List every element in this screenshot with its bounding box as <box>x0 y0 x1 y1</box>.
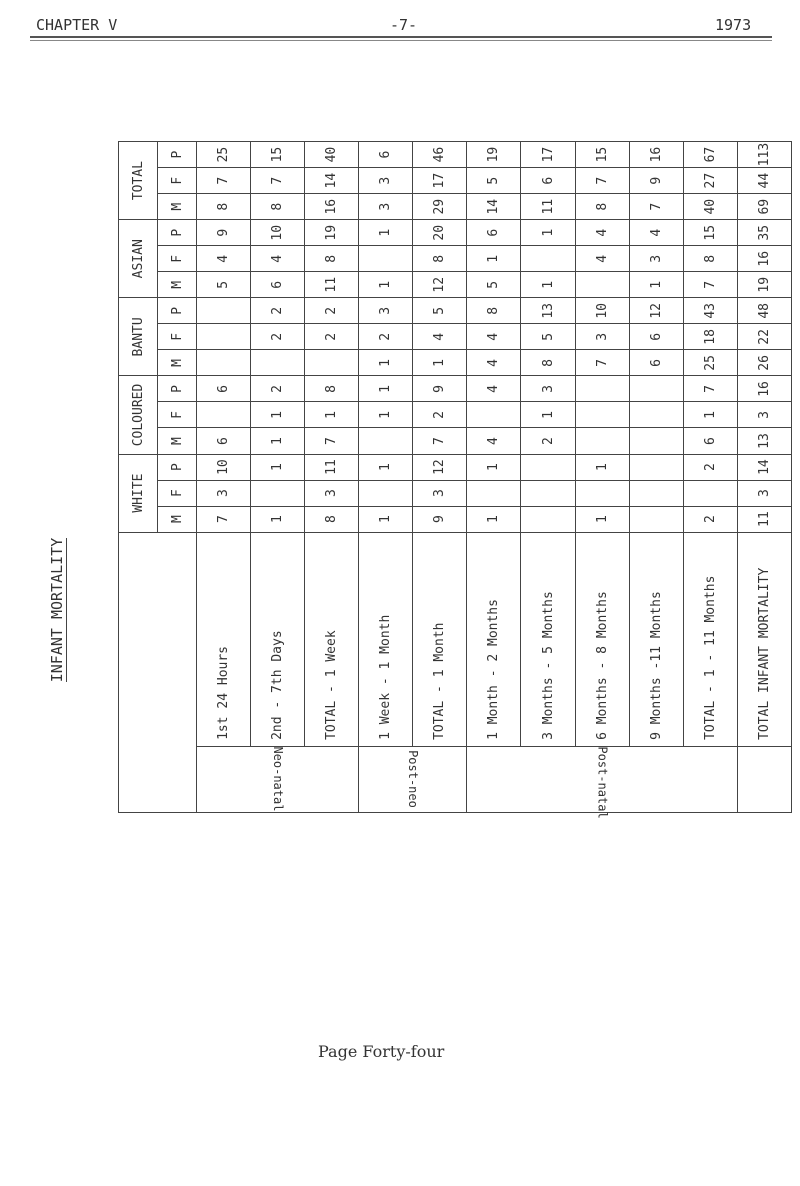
value-cell: 1 <box>251 454 305 480</box>
row-label: TOTAL - 1 - 11 Months <box>683 532 737 746</box>
value-cell: 8 <box>305 246 359 272</box>
row-label: 1 Week - 1 Month <box>359 532 413 746</box>
value-cell <box>359 480 413 506</box>
value-cell: 5 <box>521 324 575 350</box>
subcol-header: F <box>158 324 197 350</box>
value-cell <box>305 350 359 376</box>
value-cell: 43 <box>683 298 737 324</box>
value-cell: 11 <box>521 194 575 220</box>
table-row <box>737 142 791 813</box>
value-cell <box>629 402 683 428</box>
subcol-header: F <box>158 168 197 194</box>
value-cell: 4 <box>467 428 521 454</box>
value-cell <box>197 298 251 324</box>
value-cell: 6 <box>629 324 683 350</box>
value-cell: 1 <box>467 246 521 272</box>
group-header: BANTU <box>119 298 158 376</box>
value-cell: 1 <box>251 428 305 454</box>
value-cell: 8 <box>467 298 521 324</box>
section-label <box>737 746 791 812</box>
year-label: 1973 <box>715 16 752 34</box>
value-cell: 1 <box>251 402 305 428</box>
value-cell: 1 <box>413 350 467 376</box>
value-cell: 6 <box>359 142 413 168</box>
value-cell: 40 <box>305 142 359 168</box>
value-cell: 6 <box>521 168 575 194</box>
value-cell <box>683 480 737 506</box>
value-cell: 6 <box>197 376 251 402</box>
row-label: 1st 24 Hours <box>197 532 251 746</box>
value-cell <box>575 480 629 506</box>
value-cell: 29 <box>413 194 467 220</box>
value-cell: 16 <box>737 376 791 402</box>
value-cell: 2 <box>521 428 575 454</box>
value-cell: 19 <box>737 272 791 298</box>
value-cell: 7 <box>683 376 737 402</box>
value-cell: 3 <box>197 480 251 506</box>
subcol-header: M <box>158 428 197 454</box>
value-cell <box>575 272 629 298</box>
value-cell: 1 <box>359 376 413 402</box>
value-cell: 3 <box>359 168 413 194</box>
value-cell: 19 <box>467 142 521 168</box>
value-cell: 7 <box>413 428 467 454</box>
table-row <box>683 142 737 813</box>
value-cell: 5 <box>467 272 521 298</box>
row-label: 9 Months -11 Months <box>629 532 683 746</box>
value-cell <box>359 428 413 454</box>
table-row <box>305 142 359 813</box>
row-label: 2nd - 7th Days <box>251 532 305 746</box>
section-label: Post-natal <box>467 746 737 812</box>
value-cell: 8 <box>251 194 305 220</box>
value-cell: 4 <box>467 376 521 402</box>
value-cell: 27 <box>683 168 737 194</box>
value-cell <box>251 480 305 506</box>
value-cell: 1 <box>629 272 683 298</box>
value-cell <box>197 402 251 428</box>
section-label: Neo-natal <box>197 746 359 812</box>
value-cell: 5 <box>467 168 521 194</box>
value-cell: 69 <box>737 194 791 220</box>
subcol-header: P <box>158 454 197 480</box>
section-label: Post-neo <box>359 746 467 812</box>
value-cell: 22 <box>737 324 791 350</box>
rotated-table-wrapper <box>118 141 792 820</box>
group-header: WHITE <box>119 454 158 532</box>
value-cell: 1 <box>521 402 575 428</box>
table-row <box>197 142 251 813</box>
value-cell: 2 <box>251 324 305 350</box>
value-cell: 1 <box>575 454 629 480</box>
value-cell: 1 <box>305 402 359 428</box>
value-cell: 113 <box>737 142 791 168</box>
value-cell: 10 <box>197 454 251 480</box>
value-cell: 2 <box>305 324 359 350</box>
value-cell: 6 <box>629 350 683 376</box>
subcol-header: F <box>158 480 197 506</box>
value-cell: 26 <box>737 350 791 376</box>
value-cell: 9 <box>413 376 467 402</box>
value-cell: 5 <box>413 298 467 324</box>
value-cell: 3 <box>413 480 467 506</box>
value-cell: 4 <box>197 246 251 272</box>
table-corner <box>119 532 197 812</box>
value-cell: 3 <box>521 376 575 402</box>
value-cell: 4 <box>575 246 629 272</box>
value-cell: 3 <box>305 480 359 506</box>
value-cell: 3 <box>359 298 413 324</box>
value-cell: 7 <box>197 168 251 194</box>
value-cell: 1 <box>359 220 413 246</box>
header-rule <box>30 36 772 38</box>
value-cell: 3 <box>359 194 413 220</box>
value-cell: 46 <box>413 142 467 168</box>
subcol-header: M <box>158 350 197 376</box>
value-cell: 7 <box>575 350 629 376</box>
value-cell: 1 <box>359 402 413 428</box>
value-cell: 8 <box>683 246 737 272</box>
value-cell: 10 <box>575 298 629 324</box>
subcol-header: P <box>158 376 197 402</box>
value-cell: 8 <box>521 350 575 376</box>
subcol-header: P <box>158 142 197 168</box>
row-label: 1 Month - 2 Months <box>467 532 521 746</box>
value-cell <box>629 506 683 532</box>
table-row <box>413 142 467 813</box>
value-cell: 1 <box>467 506 521 532</box>
group-header: COLOURED <box>119 376 158 454</box>
value-cell: 4 <box>413 324 467 350</box>
value-cell: 4 <box>467 350 521 376</box>
value-cell: 6 <box>467 220 521 246</box>
value-cell: 11 <box>305 272 359 298</box>
chapter-label: CHAPTER V <box>36 16 118 34</box>
value-cell: 10 <box>251 220 305 246</box>
value-cell: 20 <box>413 220 467 246</box>
value-cell: 14 <box>467 194 521 220</box>
row-label: TOTAL INFANT MORTALITY <box>737 532 791 746</box>
value-cell: 5 <box>197 272 251 298</box>
table-row <box>467 142 521 813</box>
value-cell: 3 <box>629 246 683 272</box>
value-cell <box>359 246 413 272</box>
value-cell: 1 <box>359 506 413 532</box>
subcol-header: M <box>158 194 197 220</box>
value-cell: 11 <box>305 454 359 480</box>
infant-mortality-table <box>118 141 792 820</box>
value-cell: 35 <box>737 220 791 246</box>
value-cell: 11 <box>737 506 791 532</box>
subcol-header: P <box>158 298 197 324</box>
value-cell: 7 <box>683 272 737 298</box>
value-cell: 6 <box>251 272 305 298</box>
value-cell: 40 <box>683 194 737 220</box>
value-cell <box>197 324 251 350</box>
group-header: TOTAL <box>119 142 158 220</box>
value-cell <box>251 350 305 376</box>
row-label: 6 Months - 8 Months <box>575 532 629 746</box>
value-cell: 4 <box>251 246 305 272</box>
value-cell: 12 <box>413 454 467 480</box>
value-cell: 3 <box>737 480 791 506</box>
value-cell: 25 <box>197 142 251 168</box>
value-cell: 4 <box>629 220 683 246</box>
value-cell: 2 <box>251 298 305 324</box>
value-cell: 1 <box>251 506 305 532</box>
value-cell: 4 <box>467 324 521 350</box>
value-cell <box>467 402 521 428</box>
group-header: ASIAN <box>119 220 158 298</box>
value-cell: 17 <box>413 168 467 194</box>
value-cell <box>629 480 683 506</box>
value-cell: 1 <box>467 454 521 480</box>
value-cell: 15 <box>575 142 629 168</box>
value-cell: 48 <box>737 298 791 324</box>
value-cell <box>575 376 629 402</box>
row-label: TOTAL - 1 Week <box>305 532 359 746</box>
value-cell: 13 <box>521 298 575 324</box>
value-cell <box>629 428 683 454</box>
value-cell: 16 <box>629 142 683 168</box>
value-cell: 16 <box>305 194 359 220</box>
value-cell: 9 <box>629 168 683 194</box>
value-cell: 3 <box>737 402 791 428</box>
value-cell <box>467 480 521 506</box>
value-cell: 6 <box>683 428 737 454</box>
table-row <box>359 142 413 813</box>
value-cell <box>521 246 575 272</box>
value-cell: 18 <box>683 324 737 350</box>
value-cell: 12 <box>629 298 683 324</box>
subcol-header: P <box>158 220 197 246</box>
value-cell: 25 <box>683 350 737 376</box>
value-cell: 9 <box>413 506 467 532</box>
header-rule-thin <box>30 40 772 41</box>
value-cell: 9 <box>197 220 251 246</box>
value-cell: 17 <box>521 142 575 168</box>
value-cell: 2 <box>413 402 467 428</box>
value-cell: 1 <box>683 402 737 428</box>
value-cell: 12 <box>413 272 467 298</box>
subcol-header: F <box>158 246 197 272</box>
value-cell: 1 <box>575 506 629 532</box>
value-cell: 19 <box>305 220 359 246</box>
value-cell <box>629 454 683 480</box>
value-cell: 1 <box>359 454 413 480</box>
subcol-header: M <box>158 272 197 298</box>
value-cell <box>521 480 575 506</box>
subcol-header: M <box>158 506 197 532</box>
value-cell: 2 <box>305 298 359 324</box>
table-row <box>251 142 305 813</box>
side-title: INFANT MORTALITY <box>48 537 66 683</box>
value-cell: 15 <box>251 142 305 168</box>
value-cell <box>575 428 629 454</box>
value-cell <box>521 506 575 532</box>
value-cell: 8 <box>575 194 629 220</box>
value-cell: 14 <box>305 168 359 194</box>
value-cell: 8 <box>305 376 359 402</box>
row-label: TOTAL - 1 Month <box>413 532 467 746</box>
value-cell: 1 <box>521 220 575 246</box>
value-cell: 7 <box>197 506 251 532</box>
value-cell: 14 <box>737 454 791 480</box>
value-cell: 8 <box>305 506 359 532</box>
table-row <box>629 142 683 813</box>
value-cell: 3 <box>575 324 629 350</box>
value-cell: 8 <box>197 194 251 220</box>
value-cell: 13 <box>737 428 791 454</box>
table-row <box>575 142 629 813</box>
value-cell: 7 <box>305 428 359 454</box>
value-cell: 4 <box>575 220 629 246</box>
value-cell: 16 <box>737 246 791 272</box>
value-cell: 1 <box>359 272 413 298</box>
value-cell: 7 <box>575 168 629 194</box>
value-cell: 8 <box>413 246 467 272</box>
value-cell: 2 <box>683 506 737 532</box>
value-cell: 44 <box>737 168 791 194</box>
value-cell: 6 <box>197 428 251 454</box>
page-footer: Page Forty-four <box>318 1042 445 1061</box>
table-row <box>521 142 575 813</box>
value-cell <box>629 376 683 402</box>
value-cell: 1 <box>521 272 575 298</box>
value-cell: 2 <box>683 454 737 480</box>
row-label: 3 Months - 5 Months <box>521 532 575 746</box>
value-cell: 1 <box>359 350 413 376</box>
value-cell: 67 <box>683 142 737 168</box>
value-cell: 7 <box>629 194 683 220</box>
value-cell: 15 <box>683 220 737 246</box>
value-cell <box>197 350 251 376</box>
value-cell: 2 <box>251 376 305 402</box>
value-cell <box>575 402 629 428</box>
value-cell: 2 <box>359 324 413 350</box>
value-cell: 7 <box>251 168 305 194</box>
page-number: -7- <box>390 16 418 34</box>
value-cell <box>521 454 575 480</box>
subcol-header: F <box>158 402 197 428</box>
